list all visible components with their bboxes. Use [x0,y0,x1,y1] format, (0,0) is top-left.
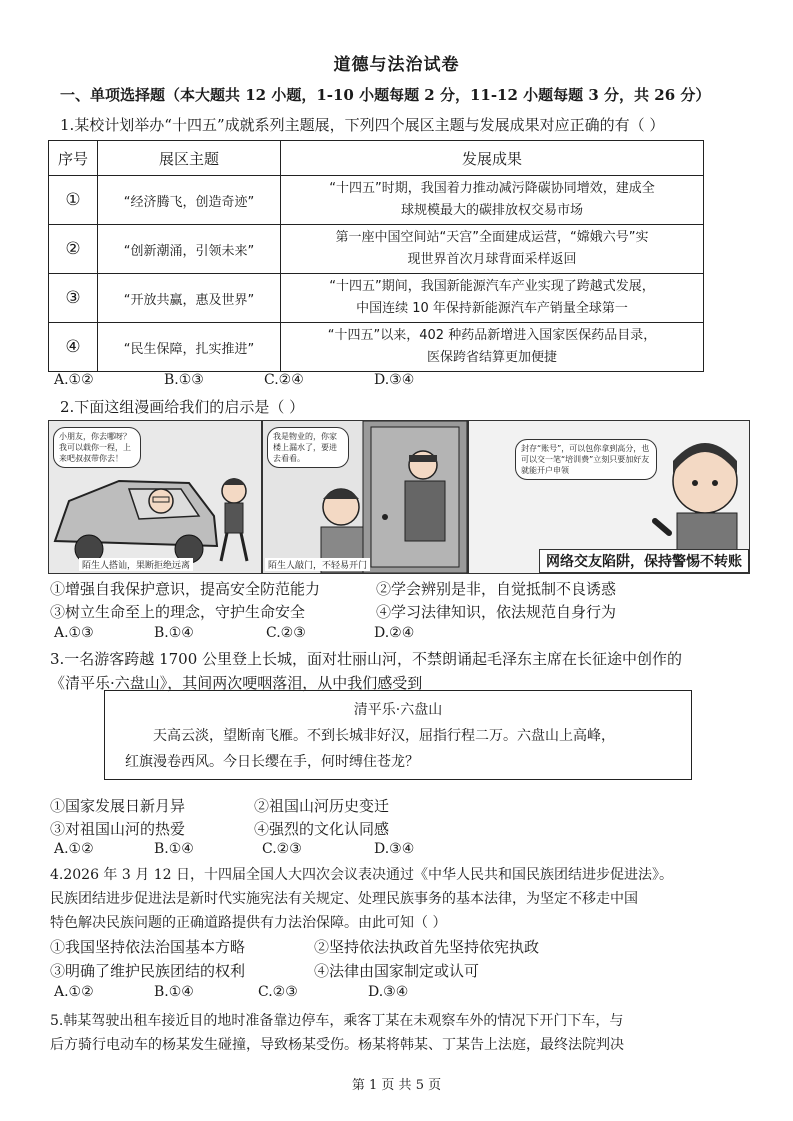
statement-2: ②祖国山河历史变迁 [254,797,390,815]
question-2-stem: 2.下面这组漫画给我们的启示是（ ） [60,398,305,416]
question-4-stem: 4.2026 年 3 月 12 日，十四届全国人大四次会议表决通过《中华人民共和国民族团结进步促进法》。 [50,867,673,883]
option-b[interactable]: B.①④ [154,625,194,641]
statement-4: ④法律由国家制定或认可 [314,962,480,980]
row-result-line: 第一座中国空间站“天宫”全面建成运营，“嫦娥六号”实 [335,230,649,245]
question-5-stem: 5.韩某驾驶出租车接近目的地时准备靠边停车，乘客丁某在未观察车外的情况下开门下车，与 [50,1013,624,1029]
table-header-row [49,141,704,176]
option-a[interactable]: A.①② [54,372,94,388]
row-result-line: 医保跨省结算更加便捷 [426,350,557,365]
statement-3: ③树立生命至上的理念，守护生命安全 [50,603,306,621]
statement-4: ④学习法律知识，依法规范自身行为 [376,603,617,621]
row-number: ① [49,176,98,225]
comic-panel-3 [468,420,750,574]
option-c[interactable]: C.②③ [258,984,298,1000]
statement-1: ①国家发展日新月异 [50,797,186,815]
statement-2: ②学会辨别是非，自觉抵制不良诱惑 [376,580,617,598]
table-row [49,176,704,225]
question-1-options [54,372,414,388]
question-1-table [48,140,704,372]
table-row [49,225,704,274]
poem-title: 清平乐·六盘山 [353,702,443,718]
question-3-stem: 3.一名游客跨越 1700 公里登上长城，面对壮丽山河，不禁朗诵起毛泽东主席在长征途中创作的 [50,650,683,668]
speech-bubble: 封存“账号”，可以包你拿到高分，也可以交一笔“培训费”立刻只要加好友就能开户申领 [515,439,657,480]
question-1-stem: 1.某校计划举办“十四五”成就系列主题展，下列四个展区主题与发展成果对应正确的有（ ） [60,116,665,134]
poem-box [104,690,692,780]
poem-line: 红旗漫卷西风。今日长缨在手，何时缚住苍龙？ [125,754,419,770]
row-number: ③ [49,274,98,323]
question-3-stem-cont: 《清平乐·六盘山》，其间两次哽咽落泪，从中我们感受到 [50,674,423,692]
row-result-line: “十四五”时期，我国着力推动减污降碳协同增效，建成全 [329,181,655,196]
statement-3: ③明确了维护民族团结的权利 [50,962,246,980]
panel-caption: 陌生人敲门，不轻易开门 [265,558,370,571]
statement-4: ④强烈的文化认同感 [254,820,390,838]
poem-line: 天高云淡，望断南飞雁。不到长城非好汉，屈指行程二万。六盘山上高峰， [153,728,615,744]
page-footer: 第 1 页 共 5 页 [351,1078,442,1093]
question-4-stem-cont: 特色解决民族问题的正确道路提供有力法治保障。由此可知（ ） [50,915,447,931]
option-d[interactable]: D.③④ [374,372,415,388]
option-d[interactable]: D.③④ [368,984,409,1000]
speech-bubble: 我是物业的，你家楼上漏水了，要进去看看。 [267,427,349,468]
option-d[interactable]: D.③④ [374,841,415,857]
question-4-stem-cont: 民族团结进步促进法是新时代实施宪法有关规定、处理民族事务的基本法律，为坚定不移走中国 [50,891,638,907]
option-c[interactable]: C.②③ [262,841,302,857]
page-title: 道德与法治试卷 [333,55,460,75]
option-b[interactable]: B.①④ [154,841,194,857]
statement-1: ①我国坚持依法治国基本方略 [50,938,246,956]
statement-1: ①增强自我保护意识，提高安全防范能力 [50,580,321,598]
table-row [49,323,704,372]
row-result-line: 中国连续 10 年保持新能源汽车产销量全球第一 [356,301,628,316]
row-number: ② [49,225,98,274]
row-number: ④ [49,323,98,372]
option-d[interactable]: D.②④ [374,625,415,641]
row-result [281,225,704,274]
row-result-line: “十四五”期间，我国新能源汽车产业实现了跨越式发展， [329,279,655,294]
row-theme: “经济腾飞，创造奇迹” [98,176,281,225]
option-a[interactable]: A.①② [54,841,94,857]
comic-strip [48,420,748,572]
row-result [281,323,704,372]
table-header: 序号 [49,141,98,176]
comic-panel-2 [262,420,468,574]
option-c[interactable]: C.②④ [264,372,304,388]
question-3-options [54,841,414,857]
option-b[interactable]: B.①③ [164,372,204,388]
question-5-stem-cont: 后方骑行电动车的杨某发生碰撞，导致杨某受伤。杨某将韩某、丁某告上法庭，最终法院判决 [50,1037,624,1053]
section-heading: 一、单项选择题（本大题共 12 小题，1-10 小题每题 2 分，11-12 小题每题 3 分，共 26 分） [60,86,711,104]
table-row [49,274,704,323]
row-result [281,176,704,225]
statement-3: ③对祖国山河的热爱 [50,820,186,838]
comic-panel-1 [48,420,262,574]
panel-caption: 网络交友陷阱，保持警惕不转账 [539,549,749,573]
table-header: 发展成果 [281,141,704,176]
row-theme: “开放共赢，惠及世界” [98,274,281,323]
row-result-line: 现世界首次月球背面采样返回 [407,252,577,267]
row-result-line: “十四五”以来，402 种药品新增进入国家医保药品目录， [327,328,657,343]
question-4-options [54,984,408,1000]
option-c[interactable]: C.②③ [266,625,306,641]
statement-2: ②坚持依法执政首先坚持依宪执政 [314,938,540,956]
speech-bubble: 小朋友，你去哪呀？我可以载你一程，上来吧叔叔带你去！ [53,427,141,468]
option-a[interactable]: A.①② [54,984,94,1000]
row-result-line: 球规模最大的碳排放权交易市场 [400,203,583,218]
question-2-options [54,625,414,641]
row-theme: “民生保障，扎实推进” [98,323,281,372]
poem-body [105,719,691,775]
option-a[interactable]: A.①③ [54,625,94,641]
option-b[interactable]: B.①④ [154,984,194,1000]
row-theme: “创新潮涌，引领未来” [98,225,281,274]
row-result [281,274,704,323]
panel-caption: 陌生人搭讪，果断拒绝远离 [79,558,193,571]
table-header: 展区主题 [98,141,281,176]
